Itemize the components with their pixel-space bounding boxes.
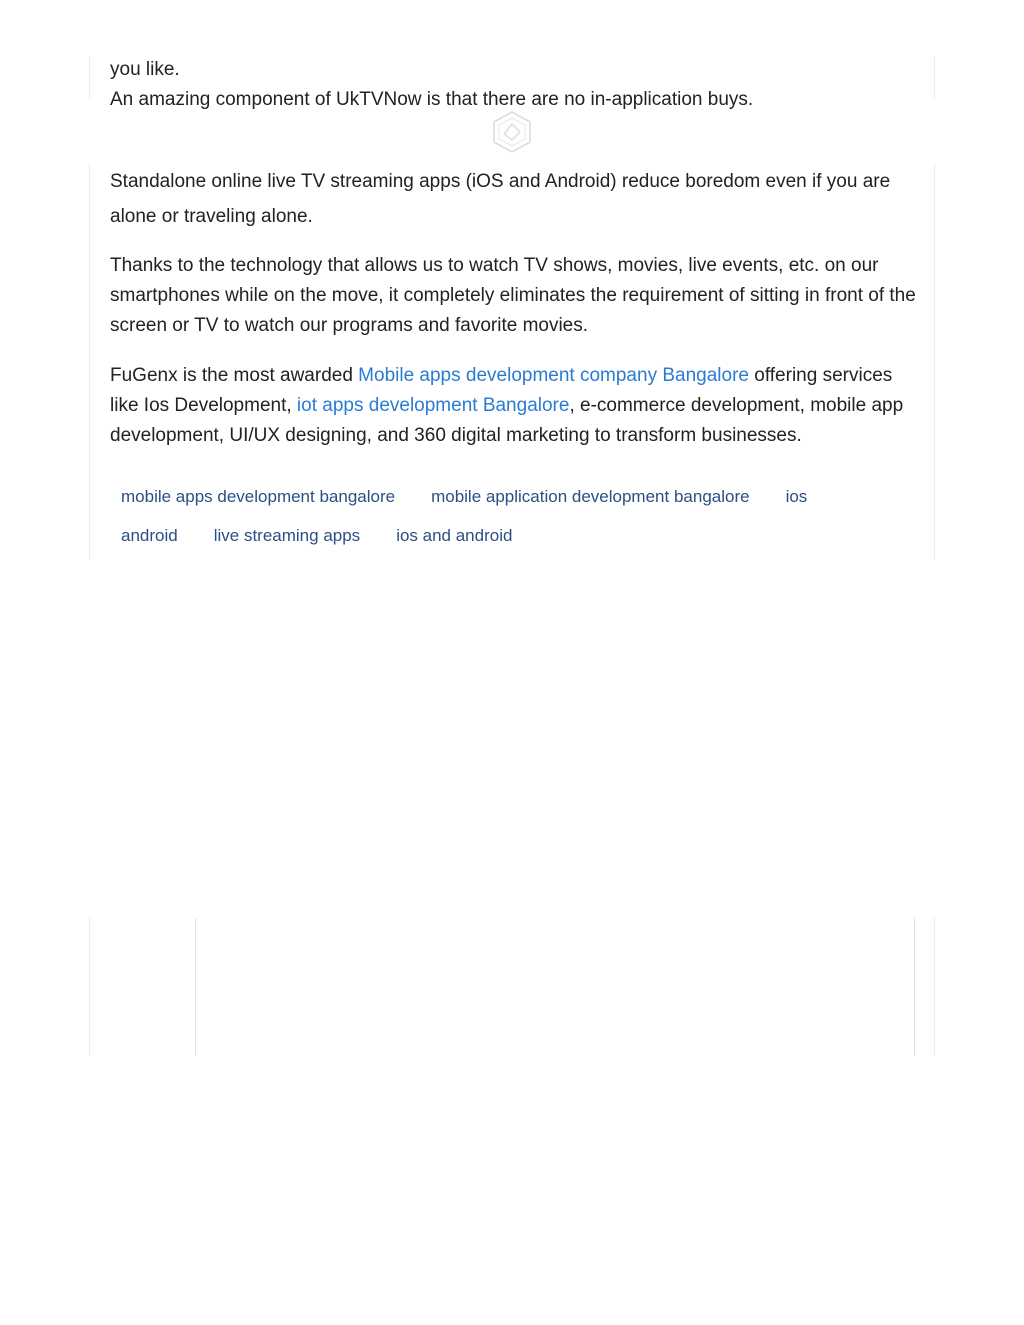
divider xyxy=(914,918,915,1056)
tag-ios-and-android[interactable]: ios and android xyxy=(396,525,513,545)
tag-mobile-apps-development-bangalore[interactable]: mobile apps development bangalore xyxy=(121,486,396,506)
article-body xyxy=(89,164,935,560)
tag-list xyxy=(121,477,911,555)
paragraph-text: , e-commerce development, mobile app development, UI/UX designing, and 360 digital marketing to transform businesses. xyxy=(110,395,904,446)
tag-row xyxy=(121,516,911,555)
tag-android[interactable]: android xyxy=(121,525,178,545)
tag-row xyxy=(121,477,911,516)
article-text-line-clipped: An amazing component of UkTVNow is that there are no in-application buys. xyxy=(110,89,754,110)
article-top-fragment xyxy=(89,56,935,110)
article-text-line: you like. xyxy=(110,59,180,80)
link-mobile-apps-development[interactable]: Mobile apps development company Bangalore xyxy=(358,365,749,386)
tag-live-streaming-apps[interactable]: live streaming apps xyxy=(213,525,361,545)
divider xyxy=(195,918,196,1056)
paragraph-text: FuGenx is the most awarded xyxy=(110,365,359,386)
paragraph-fugenx xyxy=(110,361,920,451)
link-iot-apps-development[interactable]: iot apps development Bangalore xyxy=(296,395,570,416)
tag-ios[interactable]: ios xyxy=(785,486,808,506)
tag-mobile-application-development-bangalore[interactable]: mobile application development bangalore xyxy=(431,486,750,506)
paragraph-technology: Thanks to the technology that allows us to watch TV shows, movies, live events, etc. on our smartphones while on the move, it completely eliminates the requirement of sitting in front of the screen or TV to watch our programs and favorite movies. xyxy=(110,255,916,336)
paragraph-text: offering services like Ios Development, xyxy=(110,365,893,416)
empty-content-frame xyxy=(89,918,935,1056)
hexagon-logo-icon xyxy=(490,110,534,154)
paragraph-intro: Standalone online live TV streaming apps (iOS and Android) reduce boredom even if you are alone or traveling alone. xyxy=(110,171,891,227)
